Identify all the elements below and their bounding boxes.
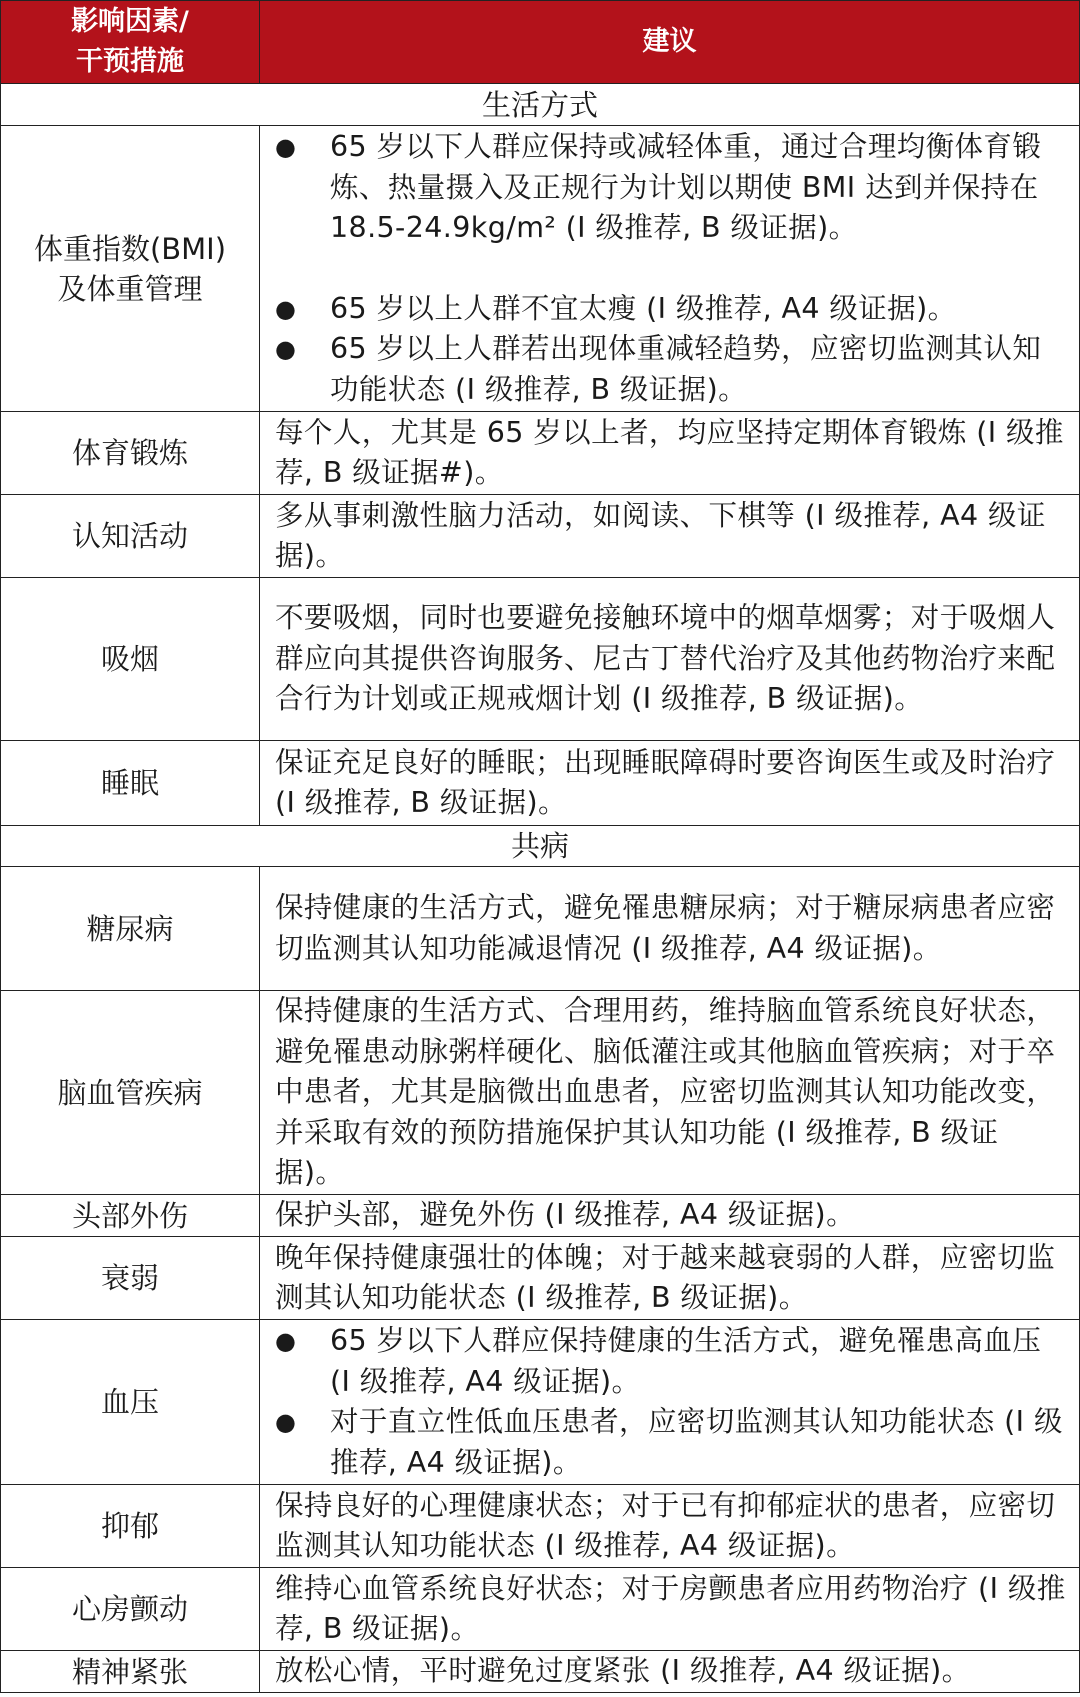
list-item: ● 65 岁以下人群应保持健康的生活方式，避免罹患高血压 (I 级推荐, A4 级证据)。 xyxy=(275,1321,1067,1402)
table-header xyxy=(1,1,1080,84)
table-row xyxy=(1,867,1080,991)
factor-exercise: 体育锻炼 xyxy=(1,412,260,495)
table-row xyxy=(1,991,1080,1195)
table-row xyxy=(1,495,1080,578)
factor-stress: 精神紧张 xyxy=(1,1651,260,1693)
table-row xyxy=(1,412,1080,495)
section-lifestyle: 生活方式 xyxy=(1,84,1080,126)
table-row xyxy=(1,1195,1080,1237)
factor-frailty: 衰弱 xyxy=(1,1237,260,1320)
factor-cognitive: 认知活动 xyxy=(1,495,260,578)
table-row xyxy=(1,126,1080,412)
advice-af: 维持心血管系统良好状态；对于房颤患者应用药物治疗 (I 级推荐, B 级证据)。 xyxy=(260,1568,1080,1651)
advice-cerebrovascular: 保持健康的生活方式、合理用药，维持脑血管系统良好状态，避免罹患动脉粥样硬化、脑低灌注或其他脑血管疾病；对于卒中患者，尤其是脑微出血患者，应密切监测其认知功能改变，并采取有效的预防措施保护其认知功能 (I 级推荐, B 级证据)。 xyxy=(260,991,1080,1195)
table-row xyxy=(1,578,1080,741)
factor-smoking: 吸烟 xyxy=(1,578,260,741)
header-advice: 建议 xyxy=(260,1,1080,84)
advice-depression: 保持良好的心理健康状态；对于已有抑郁症状的患者，应密切监测其认知功能状态 (I 级推荐, A4 级证据)。 xyxy=(260,1485,1080,1568)
advice-blood-pressure xyxy=(260,1320,1080,1485)
factor-bmi: 体重指数(BMI) 及体重管理 xyxy=(1,126,260,412)
advice-sleep: 保证充足良好的睡眠；出现睡眠障碍时要咨询医生或及时治疗 (I 级推荐, B 级证据)。 xyxy=(260,741,1080,826)
factor-af: 心房颤动 xyxy=(1,1568,260,1651)
advice-bmi xyxy=(260,126,1080,412)
factor-head-injury: 头部外伤 xyxy=(1,1195,260,1237)
table-row xyxy=(1,1568,1080,1651)
list-item: ● 65 岁以上人群不宜太瘦 (I 级推荐, A4 级证据)。 xyxy=(275,289,1067,330)
table-row xyxy=(1,1485,1080,1568)
factor-diabetes: 糖尿病 xyxy=(1,867,260,991)
bullet-list xyxy=(275,1321,1067,1483)
factor-blood-pressure: 血压 xyxy=(1,1320,260,1485)
advice-diabetes: 保持健康的生活方式，避免罹患糖尿病；对于糖尿病患者应密切监测其认知功能减退情况 (I 级推荐, A4 级证据)。 xyxy=(260,867,1080,991)
advice-smoking: 不要吸烟，同时也要避免接触环境中的烟草烟雾；对于吸烟人群应向其提供咨询服务、尼古丁替代治疗及其他药物治疗来配合行为计划或正规戒烟计划 (I 级推荐, B 级证据)。 xyxy=(260,578,1080,741)
table-row xyxy=(1,1651,1080,1693)
header-factor: 影响因素/ 干预措施 xyxy=(1,1,260,84)
table-row xyxy=(1,1320,1080,1485)
advice-cognitive: 多从事刺激性脑力活动，如阅读、下棋等 (I 级推荐, A4 级证据)。 xyxy=(260,495,1080,578)
section-comorbidity: 共病 xyxy=(1,826,1080,867)
advice-frailty: 晚年保持健康强壮的体魄；对于越来越衰弱的人群，应密切监测其认知功能状态 (I 级推荐, B 级证据)。 xyxy=(260,1237,1080,1320)
advice-stress: 放松心情，平时避免过度紧张 (I 级推荐, A4 级证据)。 xyxy=(260,1651,1080,1693)
list-item: ● 65 岁以上人群若出现体重减轻趋势，应密切监测其认知功能状态 (I 级推荐, B 级证据)。 xyxy=(275,329,1067,410)
advice-head-injury: 保护头部，避免外伤 (I 级推荐, A4 级证据)。 xyxy=(260,1195,1080,1237)
factor-sleep: 睡眠 xyxy=(1,741,260,826)
list-item: ● 对于直立性低血压患者，应密切监测其认知功能状态 (I 级推荐, A4 级证据)。 xyxy=(275,1402,1067,1483)
section-row xyxy=(1,826,1080,867)
table-row xyxy=(1,741,1080,826)
table-row xyxy=(1,1237,1080,1320)
list-item: ● 65 岁以下人群应保持或减轻体重，通过合理均衡体育锻炼、热量摄入及正规行为计划以期使 BMI 达到并保持在 18.5-24.9kg/m² (I 级推荐, B 级证据)。 xyxy=(275,127,1067,249)
factor-depression: 抑郁 xyxy=(1,1485,260,1568)
advice-exercise: 每个人，尤其是 65 岁以上者，均应坚持定期体育锻炼 (I 级推荐, B 级证据#)。 xyxy=(260,412,1080,495)
section-row xyxy=(1,84,1080,126)
bullet-list xyxy=(275,127,1067,410)
factor-cerebrovascular: 脑血管疾病 xyxy=(1,991,260,1195)
